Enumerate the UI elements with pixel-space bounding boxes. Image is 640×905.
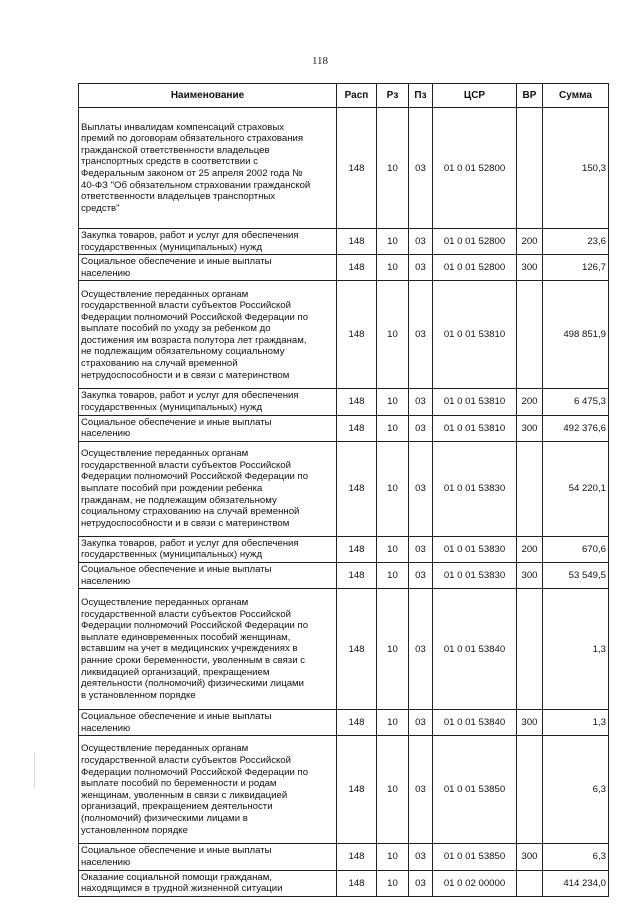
header-rasp: Расп	[337, 84, 377, 108]
cell-sum: 54 220,1	[543, 441, 609, 536]
cell-rz: 10	[377, 736, 409, 844]
cell-sum: 53 549,5	[543, 562, 609, 588]
cell-rasp: 148	[337, 536, 377, 562]
cell-pz: 03	[409, 281, 433, 389]
margin-mark	[34, 752, 35, 788]
cell-rz: 10	[377, 710, 409, 736]
budget-table	[78, 83, 609, 897]
cell-sum: 1,3	[543, 710, 609, 736]
header-vr: ВР	[517, 84, 543, 108]
cell-name: Социальное обеспечение и иные выплаты населению	[79, 710, 337, 736]
cell-rasp: 148	[337, 441, 377, 536]
cell-sum: 670,6	[543, 536, 609, 562]
cell-vr: 200	[517, 229, 543, 255]
cell-pz: 03	[409, 229, 433, 255]
table-row	[79, 441, 609, 536]
header-sum: Сумма	[543, 84, 609, 108]
header-csr: ЦСР	[433, 84, 517, 108]
cell-pz: 03	[409, 589, 433, 710]
cell-sum: 492 376,6	[543, 415, 609, 441]
cell-name: Осуществление переданных органам государственной власти субъектов Российской Федерации полномочий Российской Федерации по выплате пособий по беременности и родам женщинам, уволенным в связи с ликвидацией организаций, прекращением деятельности (полномочий) физическими лицами в установленном порядке	[79, 736, 337, 844]
table-row	[79, 844, 609, 870]
cell-pz: 03	[409, 255, 433, 281]
table-row	[79, 589, 609, 710]
header-row	[79, 84, 609, 108]
cell-name: Закупка товаров, работ и услуг для обеспечения государственных (муниципальных) нужд	[79, 389, 337, 415]
cell-vr	[517, 281, 543, 389]
cell-pz: 03	[409, 844, 433, 870]
cell-pz: 03	[409, 562, 433, 588]
cell-csr: 01 0 01 52800	[433, 229, 517, 255]
header-name: Наименование	[79, 84, 337, 108]
cell-name: Социальное обеспечение и иные выплаты населению	[79, 255, 337, 281]
header-rz: Рз	[377, 84, 409, 108]
cell-rz: 10	[377, 281, 409, 389]
cell-sum: 23,6	[543, 229, 609, 255]
table-row	[79, 108, 609, 229]
cell-name: Выплаты инвалидам компенсаций страховых премий по договорам обязательного страхования гражданской ответственности владельцев транспортных средств в соответствии с Федеральным законом от 25 апреля 2002 года № 40-ФЗ "Об обязательном страховании гражданской ответственности владельцев транспортных средств"	[79, 108, 337, 229]
cell-rasp: 148	[337, 562, 377, 588]
cell-sum: 6,3	[543, 736, 609, 844]
cell-pz: 03	[409, 441, 433, 536]
cell-rz: 10	[377, 389, 409, 415]
cell-csr: 01 0 01 53830	[433, 536, 517, 562]
table-row	[79, 710, 609, 736]
cell-csr: 01 0 01 53850	[433, 736, 517, 844]
cell-rasp: 148	[337, 844, 377, 870]
cell-rz: 10	[377, 441, 409, 536]
cell-vr: 200	[517, 536, 543, 562]
cell-rz: 10	[377, 229, 409, 255]
cell-rasp: 148	[337, 415, 377, 441]
cell-name: Оказание социальной помощи гражданам, находящимся в трудной жизненной ситуации	[79, 870, 337, 896]
table-row	[79, 562, 609, 588]
cell-rz: 10	[377, 589, 409, 710]
cell-csr: 01 0 01 53840	[433, 710, 517, 736]
cell-name: Осуществление переданных органам государственной власти субъектов Российской Федерации полномочий Российской Федерации по выплате пособий при рождении ребенка гражданам, не подлежащим обязательному социальному страхованию на случай временной нетрудоспособности и в связи с материнством	[79, 441, 337, 536]
cell-vr: 200	[517, 389, 543, 415]
cell-rz: 10	[377, 415, 409, 441]
cell-rz: 10	[377, 108, 409, 229]
cell-rasp: 148	[337, 710, 377, 736]
cell-csr: 01 0 01 52800	[433, 255, 517, 281]
cell-vr	[517, 870, 543, 896]
cell-csr: 01 0 01 53810	[433, 415, 517, 441]
cell-csr: 01 0 01 53830	[433, 562, 517, 588]
cell-name: Закупка товаров, работ и услуг для обеспечения государственных (муниципальных) нужд	[79, 229, 337, 255]
cell-name: Закупка товаров, работ и услуг для обеспечения государственных (муниципальных) нужд	[79, 536, 337, 562]
cell-csr: 01 0 02 00000	[433, 870, 517, 896]
cell-vr	[517, 589, 543, 710]
cell-rasp: 148	[337, 389, 377, 415]
cell-pz: 03	[409, 108, 433, 229]
cell-csr: 01 0 01 53830	[433, 441, 517, 536]
cell-name: Социальное обеспечение и иные выплаты населению	[79, 844, 337, 870]
cell-name: Социальное обеспечение и иные выплаты населению	[79, 562, 337, 588]
table-header	[79, 84, 609, 108]
cell-csr: 01 0 01 53810	[433, 389, 517, 415]
table-row	[79, 281, 609, 389]
cell-name: Осуществление переданных органам государственной власти субъектов Российской Федерации полномочий Российской Федерации по выплате пособий по уходу за ребенком до достижения им возраста полутора лет гражданам, не подлежащим обязательному социальному страхованию на случай временной нетрудоспособности и в связи с материнством	[79, 281, 337, 389]
cell-csr: 01 0 01 52800	[433, 108, 517, 229]
table-row	[79, 389, 609, 415]
table-row	[79, 415, 609, 441]
cell-csr: 01 0 01 53840	[433, 589, 517, 710]
cell-rasp: 148	[337, 229, 377, 255]
cell-pz: 03	[409, 389, 433, 415]
cell-rz: 10	[377, 870, 409, 896]
cell-vr	[517, 108, 543, 229]
cell-sum: 414 234,0	[543, 870, 609, 896]
cell-sum: 150,3	[543, 108, 609, 229]
cell-sum: 1,3	[543, 589, 609, 710]
cell-vr: 300	[517, 562, 543, 588]
cell-rasp: 148	[337, 589, 377, 710]
cell-rasp: 148	[337, 108, 377, 229]
cell-rz: 10	[377, 844, 409, 870]
cell-rz: 10	[377, 255, 409, 281]
cell-vr: 300	[517, 710, 543, 736]
page-number: 118	[311, 55, 329, 67]
cell-name: Социальное обеспечение и иные выплаты населению	[79, 415, 337, 441]
table-row	[79, 536, 609, 562]
cell-pz: 03	[409, 415, 433, 441]
cell-rasp: 148	[337, 870, 377, 896]
table-row	[79, 229, 609, 255]
cell-name: Осуществление переданных органам государственной власти субъектов Российской Федерации полномочий Российской Федерации по выплате единовременных пособий женщинам, вставшим на учет в медицинских учреждениях в ранние сроки беременности, уволенным в связи с ликвидацией организаций, прекращением деятельности (полномочий) физическими лицами в установленном порядке	[79, 589, 337, 710]
cell-rz: 10	[377, 562, 409, 588]
cell-rz: 10	[377, 536, 409, 562]
table-row	[79, 870, 609, 896]
cell-sum: 6 475,3	[543, 389, 609, 415]
cell-sum: 6,3	[543, 844, 609, 870]
cell-sum: 498 851,9	[543, 281, 609, 389]
cell-pz: 03	[409, 870, 433, 896]
cell-rasp: 148	[337, 736, 377, 844]
table-row	[79, 736, 609, 844]
cell-vr	[517, 736, 543, 844]
cell-csr: 01 0 01 53810	[433, 281, 517, 389]
cell-rasp: 148	[337, 281, 377, 389]
header-pz: Пз	[409, 84, 433, 108]
cell-vr: 300	[517, 255, 543, 281]
cell-pz: 03	[409, 736, 433, 844]
cell-rasp: 148	[337, 255, 377, 281]
cell-pz: 03	[409, 710, 433, 736]
cell-vr: 300	[517, 844, 543, 870]
cell-vr: 300	[517, 415, 543, 441]
cell-pz: 03	[409, 536, 433, 562]
cell-csr: 01 0 01 53850	[433, 844, 517, 870]
table-row	[79, 255, 609, 281]
cell-vr	[517, 441, 543, 536]
cell-sum: 126,7	[543, 255, 609, 281]
table-body	[79, 108, 609, 897]
